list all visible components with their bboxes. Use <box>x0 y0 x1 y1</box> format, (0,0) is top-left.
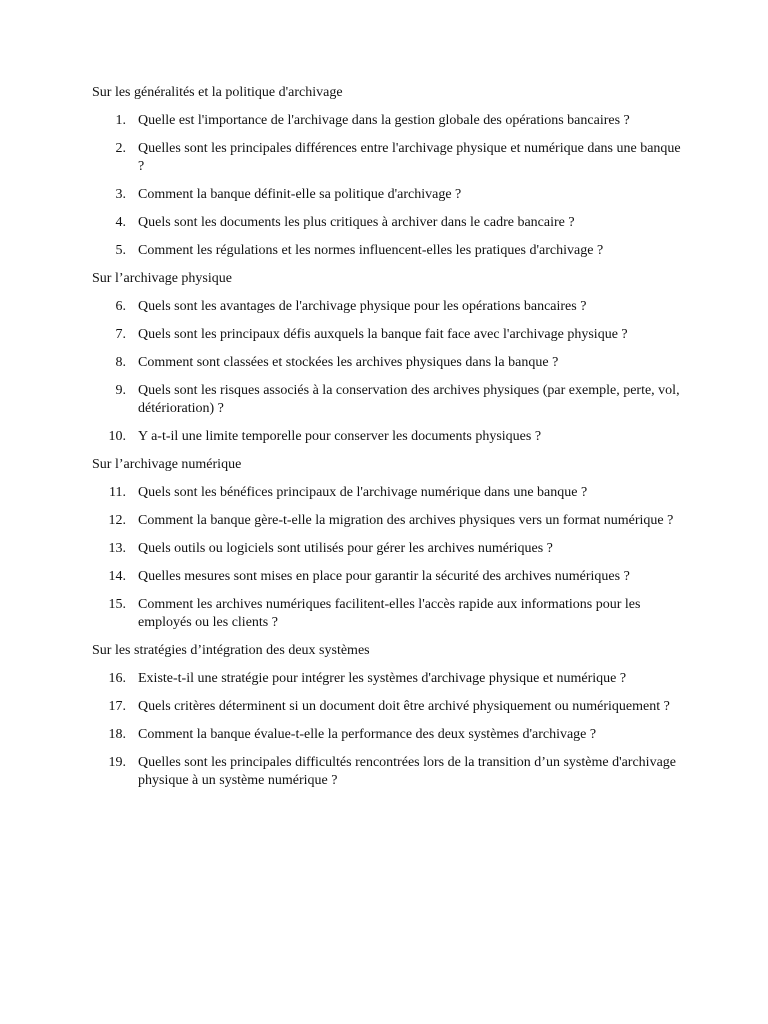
list-item <box>92 186 682 204</box>
list-item <box>92 112 682 130</box>
item-number: 1. <box>115 113 126 128</box>
section-archivage-numerique <box>92 456 682 632</box>
item-text: Quels sont les risques associés à la conservation des archives physiques (par exemple, perte, vol, détérioration) ? <box>138 383 680 416</box>
list-item <box>92 484 682 502</box>
item-text: Quelles sont les principales difficultés rencontrées lors de la transition d’un système d'archivage physique à un système numérique ? <box>138 755 676 788</box>
item-number: 4. <box>115 215 126 230</box>
list-item <box>92 298 682 316</box>
section-heading: Sur les généralités et la politique d'archivage <box>92 85 343 100</box>
item-text: Quels sont les principaux défis auxquels la banque fait face avec l'archivage physique ? <box>138 327 628 342</box>
list-item <box>92 754 682 790</box>
list-item <box>92 568 682 586</box>
question-list <box>92 670 682 790</box>
list-item <box>92 670 682 688</box>
section-heading: Sur l’archivage numérique <box>92 457 242 472</box>
section-archivage-physique <box>92 270 682 446</box>
document-page <box>92 84 682 800</box>
section-heading: Sur l’archivage physique <box>92 271 232 286</box>
item-text: Existe-t-il une stratégie pour intégrer les systèmes d'archivage physique et numérique ? <box>138 671 627 686</box>
item-number: 9. <box>115 383 126 398</box>
item-number: 8. <box>115 355 126 370</box>
item-number: 11. <box>109 485 126 500</box>
item-text: Quels critères déterminent si un document doit être archivé physiquement ou numériquement ? <box>138 699 670 714</box>
list-item <box>92 596 682 632</box>
item-text: Comment la banque évalue-t-elle la performance des deux systèmes d'archivage ? <box>138 727 597 742</box>
item-text: Comment sont classées et stockées les archives physiques dans la banque ? <box>138 355 559 370</box>
item-number: 3. <box>115 187 126 202</box>
item-number: 14. <box>108 569 126 584</box>
item-text: Quels outils ou logiciels sont utilisés pour gérer les archives numériques ? <box>138 541 553 556</box>
list-item <box>92 540 682 558</box>
list-item <box>92 242 682 260</box>
item-number: 12. <box>108 513 126 528</box>
item-text: Quelle est l'importance de l'archivage dans la gestion globale des opérations bancaires ? <box>138 113 630 128</box>
item-text: Quelles mesures sont mises en place pour garantir la sécurité des archives numériques ? <box>138 569 630 584</box>
section-generalites <box>92 84 682 260</box>
item-number: 19. <box>108 755 126 770</box>
item-text: Comment la banque gère-t-elle la migration des archives physiques vers un format numérique ? <box>138 513 674 528</box>
item-text: Quelles sont les principales différences entre l'archivage physique et numérique dans une banque ? <box>138 141 681 174</box>
item-number: 7. <box>115 327 126 342</box>
list-item <box>92 326 682 344</box>
item-text: Quels sont les avantages de l'archivage physique pour les opérations bancaires ? <box>138 299 587 314</box>
list-item <box>92 512 682 530</box>
list-item <box>92 140 682 176</box>
item-number: 6. <box>115 299 126 314</box>
section-strategies-integration <box>92 642 682 790</box>
item-text: Y a-t-il une limite temporelle pour conserver les documents physiques ? <box>138 429 542 444</box>
item-number: 17. <box>108 699 126 714</box>
item-text: Quels sont les bénéfices principaux de l'archivage numérique dans une banque ? <box>138 485 588 500</box>
item-number: 16. <box>108 671 126 686</box>
list-item <box>92 428 682 446</box>
list-item <box>92 698 682 716</box>
item-text: Quels sont les documents les plus critiques à archiver dans le cadre bancaire ? <box>138 215 575 230</box>
item-number: 10. <box>108 429 126 444</box>
list-item <box>92 382 682 418</box>
question-list <box>92 112 682 260</box>
item-number: 15. <box>108 597 126 612</box>
section-heading: Sur les stratégies d’intégration des deux systèmes <box>92 643 370 658</box>
item-number: 2. <box>115 141 126 156</box>
question-list <box>92 298 682 446</box>
item-text: Comment les archives numériques facilitent-elles l'accès rapide aux informations pour les employés ou les clients ? <box>138 597 641 630</box>
item-text: Comment les régulations et les normes influencent-elles les pratiques d'archivage ? <box>138 243 604 258</box>
list-item <box>92 214 682 232</box>
item-number: 5. <box>115 243 126 258</box>
item-number: 18. <box>108 727 126 742</box>
item-text: Comment la banque définit-elle sa politique d'archivage ? <box>138 187 462 202</box>
list-item <box>92 726 682 744</box>
list-item <box>92 354 682 372</box>
item-number: 13. <box>108 541 126 556</box>
question-list <box>92 484 682 632</box>
